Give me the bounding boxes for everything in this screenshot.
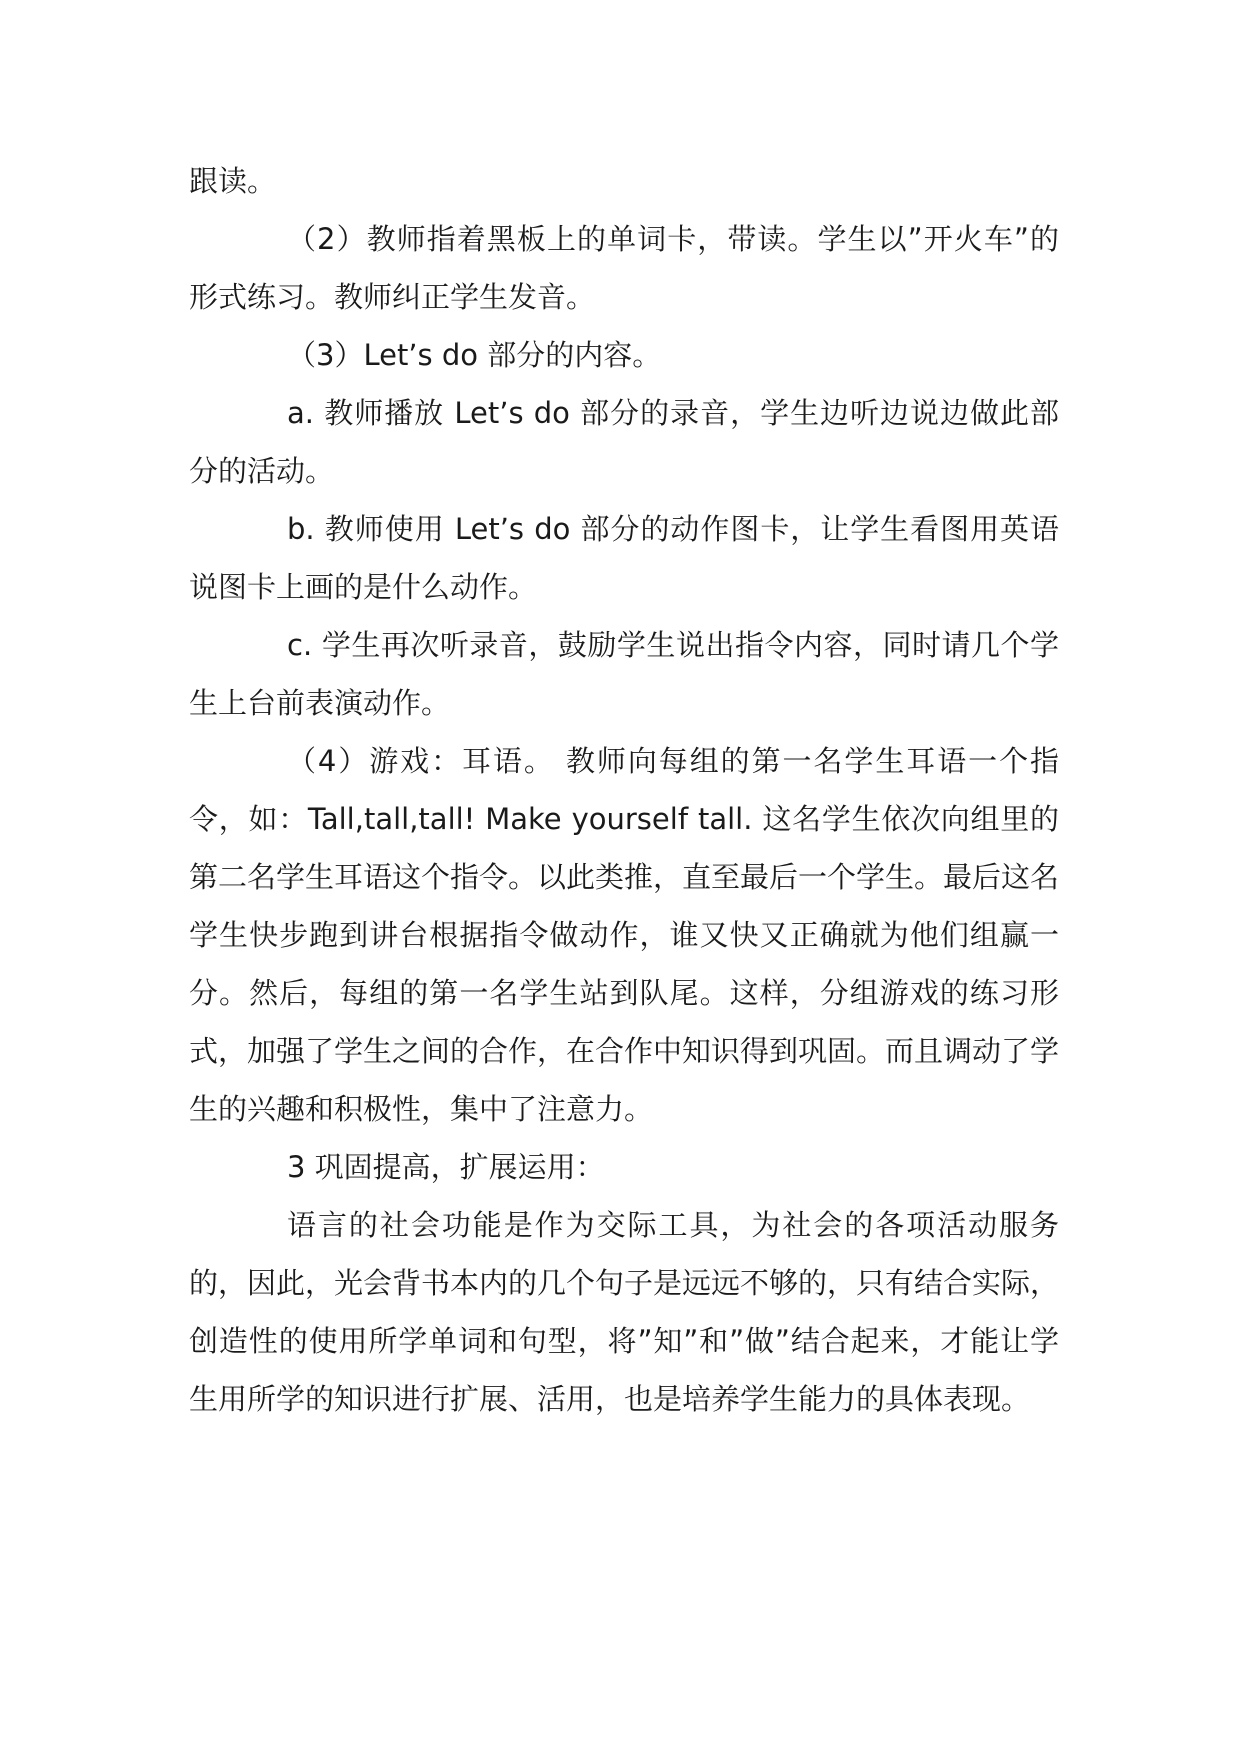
paragraph-step-3b: b. 教师使用 Let’s do 部分的动作图卡，让学生看图用英语说图卡上画的是什么动作。: [189, 512, 1059, 604]
paragraph-step-2: （2）教师指着黑板上的单词卡，带读。学生以”开火车”的形式练习。教师纠正学生发音。: [189, 222, 1059, 314]
paragraph-step-3: （3）Let’s do 部分的内容。: [287, 338, 662, 372]
section-heading-consolidation: 3 巩固提高，扩展运用：: [287, 1150, 605, 1184]
paragraph-step-3c: c. 学生再次听录音，鼓励学生说出指令内容，同时请几个学生上台前表演动作。: [189, 628, 1059, 720]
paragraph-language-function: 语言的社会功能是作为交际工具，为社会的各项活动服务的，因此，光会背书本内的几个句子是远远不够的，只有结合实际，创造性的使用所学单词和句型，将”知”和”做”结合起来，才能让学生用所学的知识进行扩展、活用，也是培养学生能力的具体表现。: [189, 1208, 1060, 1416]
paragraph-follow-read: 跟读。: [189, 164, 277, 198]
paragraph-step-3a: a. 教师播放 Let’s do 部分的录音，学生边听边说边做此部分的活动。: [189, 396, 1059, 488]
document-body: [189, 152, 1059, 1428]
paragraph-step-4-game: （4）游戏：耳语。 教师向每组的第一名学生耳语一个指令，如：Tall,tall,tall! Make yourself tall. 这名学生依次向组里的第二名学生耳语这个指令。以此类推，直至最后一个学生。最后这名学生快步跑到讲台根据指令做动作，谁又快又正确就为他们组赢一分。然后，每组的第一名学生站到队尾。这样，分组游戏的练习形式，加强了学生之间的合作，在合作中知识得到巩固。而且调动了学生的兴趣和积极性，集中了注意力。: [189, 744, 1060, 1126]
